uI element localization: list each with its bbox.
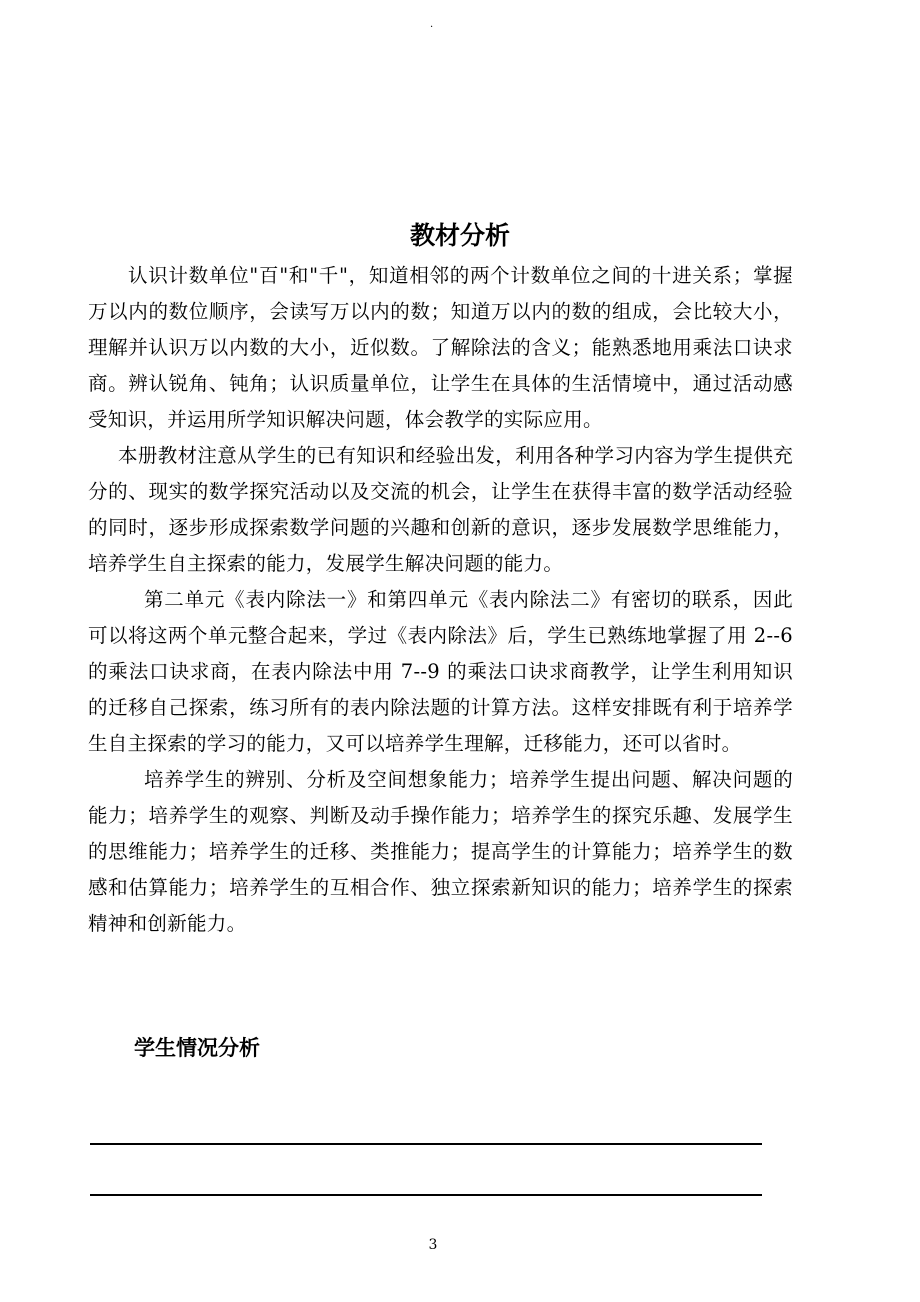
page-title: 教材分析 — [409, 221, 510, 250]
page-number: 3 — [428, 1237, 438, 1253]
section-heading: 学生情况分析 — [134, 1036, 260, 1060]
paragraph-1: 认识计数单位"百"和"千"，知道相邻的两个计数单位之间的十进关系；掌握万以内的数位顺序，会读写万以内的数；知道万以内的数的组成，会比较大小，理解并认识万以内数的大小，近似数。了解除法的含义；能熟悉地用乘法口诀求商。辨认锐角、钝角；认识质量单位，让学生在具体的生活情境中，通过活动感受知识，并运用所学知识解决问题，体会教学的实际应用。 — [88, 264, 793, 431]
answer-line — [90, 1143, 762, 1145]
paragraph-2: 本册教材注意从学生的已有知识和经验出发，利用各种学习内容为学生提供充分的、现实的数学探究活动以及交流的机会，让学生在获得丰富的数学活动经验的同时，逐步形成探索数学问题的兴趣和创新的意识，逐步发展数学思维能力，培养学生自主探索的能力，发展学生解决问题的能力。 — [88, 444, 793, 575]
answer-line — [90, 1194, 762, 1196]
paragraph-4: 培养学生的辨别、分析及空间想象能力；培养学生提出问题、解决问题的能力；培养学生的观察、判断及动手操作能力；培养学生的探究乐趣、发展学生的思维能力；培养学生的迁移、类推能力；提高学生的计算能力；培养学生的数感和估算能力；培养学生的互相合作、独立探索新知识的能力；培养学生的探索精神和创新能力。 — [88, 768, 793, 935]
header-dot: . — [430, 19, 434, 30]
body-text — [88, 258, 793, 942]
paragraph-3: 第二单元《表内除法一》和第四单元《表内除法二》有密切的联系，因此可以将这两个单元整合起来，学过《表内除法》后，学生已熟练地掌握了用 2--6 的乘法口诀求商，在表内除法中用 7--9 的乘法口诀求商教学，让学生利用知识的迁移自己探索，练习所有的表内除法题的计算方法。这样安排既有利于培养学生自主探索的学习的能力，又可以培养学生理解，迁移能力，还可以省时。 — [88, 588, 793, 755]
